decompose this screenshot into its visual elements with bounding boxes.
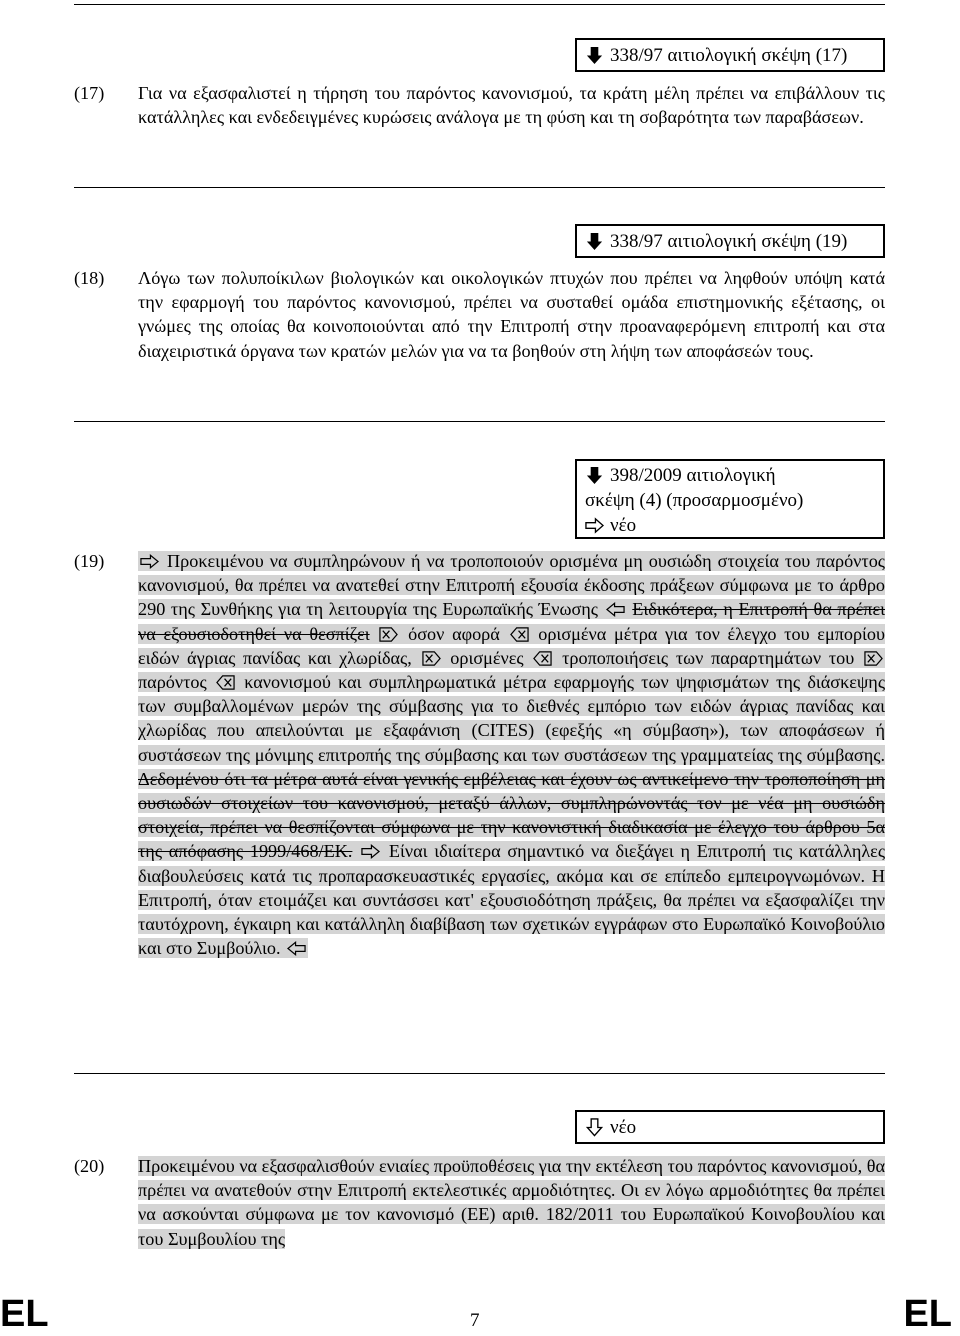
recital-19	[74, 549, 885, 960]
reference-label: σκέψη (4) (προσαρμοσμένο)	[585, 490, 804, 511]
source-reference-box	[575, 38, 885, 72]
separator-line	[74, 1073, 885, 1074]
page-number: 7	[470, 1310, 480, 1331]
recital-17	[74, 81, 885, 129]
reference-label: νέο	[610, 515, 637, 536]
delete-right-icon	[422, 650, 441, 667]
retained-text: παρόντος	[138, 672, 207, 693]
separator-line	[74, 4, 885, 5]
separator-line	[74, 187, 885, 188]
inserted-text: Είναι ιδιαίτερα σημαντικό να διεξάγει η Επιτροπή τις κατάλληλες διαβουλεύσεις κατά τις προπαρασκευαστικές εργασίες, ακόμα και σε επίπεδο εμπειρογνωμόνων. Η Επιτροπή, όταν ετοιμάζει και συντάσσει κατ' εξουσιοδότηση πράξεις, θα πρέπει να εξασφαλίζει την ταυτόχρονη, έγκαιρη και κατάλληλη διαβίβαση των σχετικών εγγράφων στο Ευρωπαϊκό Κοινοβούλιο και στο Συμβούλιο.	[138, 841, 886, 959]
retained-text: ορισμένες	[450, 647, 524, 668]
arrow-down-icon	[585, 232, 604, 251]
reference-label: 398/2009 αιτιολογική	[610, 465, 776, 486]
source-reference-box	[575, 224, 885, 258]
reference-label: νέο	[610, 1117, 637, 1138]
delete-left-icon	[510, 626, 529, 643]
arrow-right-outline-icon	[361, 843, 380, 860]
recital-18	[74, 266, 885, 363]
recital-20	[74, 1154, 885, 1251]
retained-text: τροποποιήσεις των παραρτημάτων του	[562, 647, 855, 668]
source-reference-box	[575, 1110, 885, 1144]
arrow-left-outline-icon	[287, 940, 306, 957]
recital-text: Για να εξασφαλιστεί η τήρηση του παρόντος κανονισμού, τα κράτη μέλη πρέπει να επιβάλλουν τις κατάλληλες και ενδεδειγμένες κυρώσεις ανάλογα με τη φύση και τη σοβαρότητα των παραβάσεων.	[138, 83, 885, 128]
delete-left-icon	[533, 650, 552, 667]
retained-text: ορισμένα μέτρα για τον έλεγχο του εμπορίου ειδών άγριας πανίδας και χλωρίδας,	[138, 623, 886, 668]
arrow-left-outline-icon	[606, 601, 625, 618]
deleted-text: Δεδομένου ότι τα μέτρα αυτά είναι γενικής εμβέλειας και έχουν ως αντικείμενο την τροποποίηση μη ουσιωδών στοιχείων του κανονισμού, μεταξύ άλλων, συμπληρώνοντάς τον με νέα μη ουσιώδη στοιχεία, πρέπει να θεσπίζονται σύμφωνα με την κανονιστική διαδικασία με έλεγχο του άρθρου 5α της απόφασης 1999/468/ΕΚ.	[138, 768, 885, 862]
arrow-down-icon	[585, 466, 604, 485]
delete-left-icon	[216, 674, 235, 691]
recital-number: (19)	[74, 551, 105, 571]
separator-line	[74, 421, 885, 422]
recital-text	[138, 1154, 885, 1251]
source-reference-box	[575, 459, 885, 539]
delete-right-icon	[379, 626, 398, 643]
arrow-down-icon	[585, 46, 604, 65]
arrow-right-outline-icon	[140, 553, 159, 570]
retained-text: κανονισμού και συμπληρωματικά μέτρα εφαρμογής των ψηφισμάτων της διάσκεψης των συμβαλλομένων μερών της σύμβασης για το διεθνές εμπόριο των ειδών άγριας πανίδας και χλωρίδας που απειλούνται με εξαφάνιση (CITES) (εφεξής «η σύμβαση»), των αποφάσεων ή συστάσεων της μόνιμης επιτροπής της σύμβασης και των συστάσεων της γραμματείας της σύμβασης.	[138, 672, 886, 765]
language-code-left: EL	[0, 1293, 49, 1335]
language-code-right: EL	[903, 1293, 952, 1335]
recital-number: (17)	[74, 83, 105, 103]
recital-number: (18)	[74, 268, 105, 288]
inserted-text: Προκειμένου να συμπληρώνουν ή να τροποποιούν ορισμένα μη ουσιώδη στοιχεία του παρόντος κανονισμού, θα πρέπει να ανατεθεί στην Επιτροπή εξουσία έκδοσης πράξεων σύμφωνα με το άρθρο 290 της Συνθήκης για τη λειτουργία της Ευρωπαϊκής Ένωσης	[138, 551, 886, 620]
arrow-right-outline-icon	[585, 516, 604, 535]
delete-right-icon	[864, 650, 883, 667]
recital-text: Λόγω των πολυποίκιλων βιολογικών και οικολογικών πτυχών που πρέπει να ληφθούν υπόψη κατά την εφαρμογή του παρόντος κανονισμού, πρέπει να συσταθεί ομάδα επιστημονικής εξέτασης, οι γνώμες της οποίας θα κοινοποιούνται από την Επιτροπή στην προαναφερόμενη επιτροπή και στα διαχειριστικά όργανα των κρατών μελών για να τα βοηθούν στη λήψη των αποφάσεών τους.	[138, 268, 885, 361]
deleted-text: Ειδικότερα, η Επιτροπή θα πρέπει να εξουσιοδοτηθεί να θεσπίζει	[138, 599, 886, 644]
recital-text	[138, 549, 885, 960]
arrow-down-outline-icon	[585, 1118, 604, 1137]
reference-label: 338/97 αιτιολογική σκέψη (17)	[610, 45, 848, 66]
reference-label: 338/97 αιτιολογική σκέψη (19)	[610, 231, 848, 252]
retained-text: όσον αφορά	[408, 623, 500, 644]
recital-number: (20)	[74, 1156, 105, 1176]
inserted-text: Προκειμένου να εξασφαλισθούν ενιαίες προϋποθέσεις για την εκτέλεση του παρόντος κανονισμού, θα πρέπει να ανατεθούν στην Επιτροπή εκτελεστικές αρμοδιότητες. Οι εν λόγω αρμοδιότητες θα πρέπει να ασκούνται σύμφωνα με τον κανονισμό (ΕΕ) αριθ. 182/2011 του Ευρωπαϊκού Κοινοβουλίου και του Συμβουλίου της	[138, 1156, 885, 1249]
